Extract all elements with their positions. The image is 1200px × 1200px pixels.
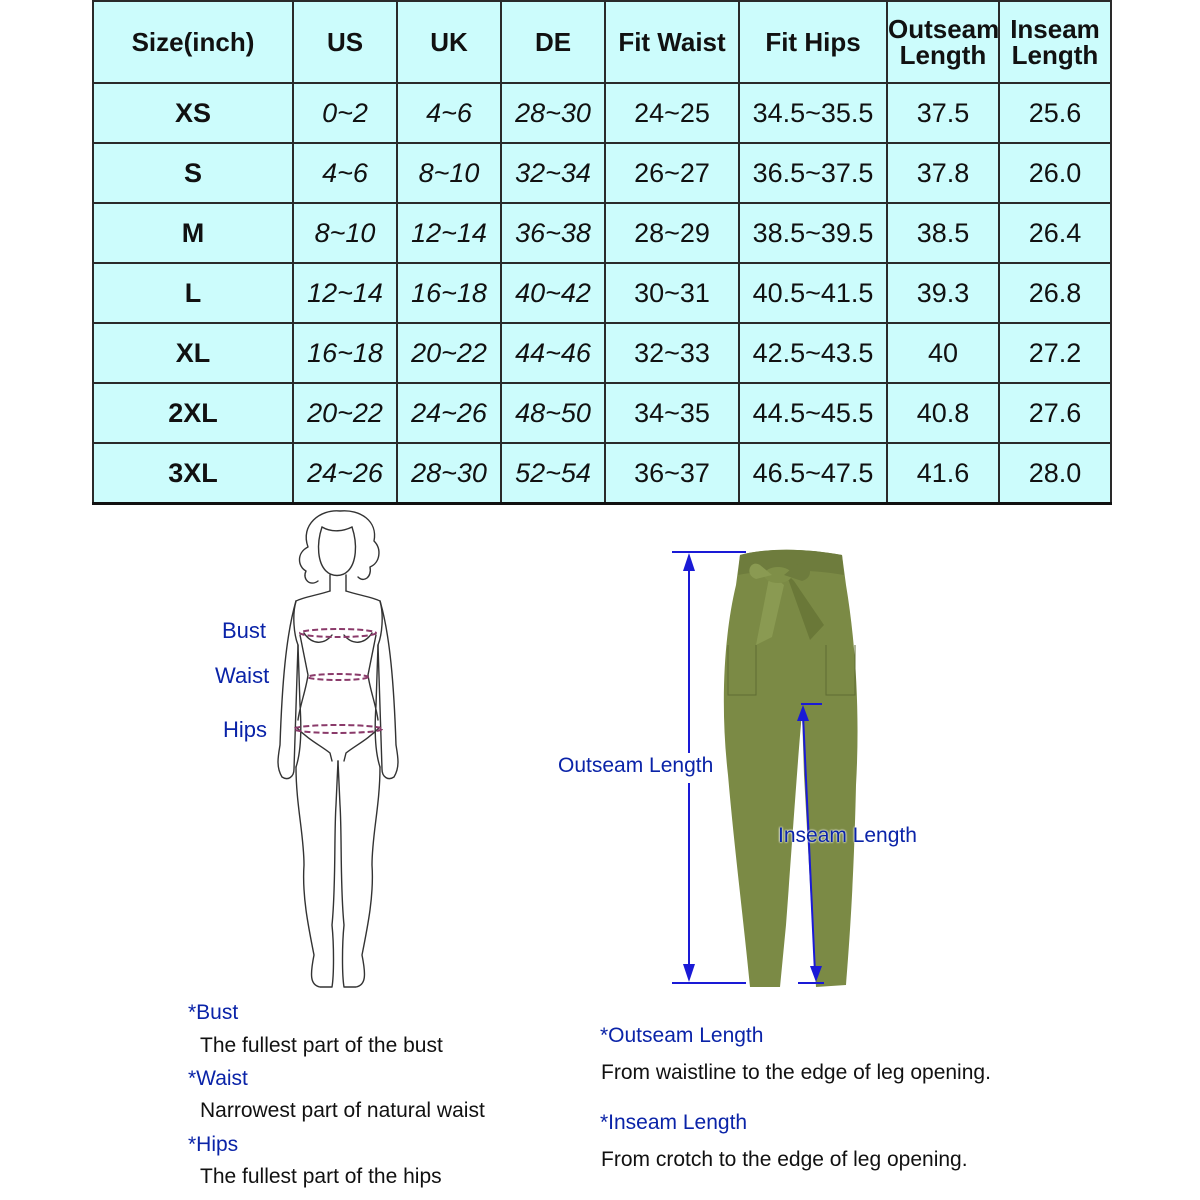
- cell-outseam: 39.3: [887, 263, 999, 323]
- table-row: [93, 83, 1111, 143]
- cell-us: 24~26: [293, 443, 397, 504]
- label-outseam-length: Outseam Length: [558, 754, 714, 777]
- cell-fit-hips: 34.5~35.5: [739, 83, 887, 143]
- cell-fit-hips: 46.5~47.5: [739, 443, 887, 504]
- cell-de: 40~42: [501, 263, 605, 323]
- definition-waist-text: Narrowest part of natural waist: [200, 1099, 485, 1122]
- cell-de: 32~34: [501, 143, 605, 203]
- label-hips: Hips: [223, 717, 268, 742]
- table-row: [93, 143, 1111, 203]
- header-fit-hips: Fit Hips: [739, 1, 887, 83]
- cell-fit-hips: 42.5~43.5: [739, 323, 887, 383]
- cell-inseam: 26.0: [999, 143, 1111, 203]
- cell-size: L: [93, 263, 293, 323]
- header-size: Size(inch): [93, 1, 293, 83]
- definition-bust-title: *Bust: [188, 1001, 239, 1024]
- cell-fit-waist: 28~29: [605, 203, 739, 263]
- cell-outseam: 37.5: [887, 83, 999, 143]
- definition-waist-title: *Waist: [188, 1067, 248, 1090]
- cell-inseam: 28.0: [999, 443, 1111, 504]
- cell-de: 44~46: [501, 323, 605, 383]
- cell-size: XS: [93, 83, 293, 143]
- cell-outseam: 38.5: [887, 203, 999, 263]
- cell-outseam: 41.6: [887, 443, 999, 504]
- size-chart-table: [92, 0, 1112, 505]
- definition-inseam-title: *Inseam Length: [600, 1111, 748, 1134]
- cell-size: XL: [93, 323, 293, 383]
- cell-fit-hips: 38.5~39.5: [739, 203, 887, 263]
- cell-fit-waist: 24~25: [605, 83, 739, 143]
- definition-outseam-text: From waistline to the edge of leg opening.: [601, 1061, 991, 1084]
- label-bust: Bust: [222, 618, 267, 643]
- cell-inseam: 27.2: [999, 323, 1111, 383]
- header-uk: UK: [397, 1, 501, 83]
- cell-fit-waist: 36~37: [605, 443, 739, 504]
- header-outseam-length: [887, 1, 999, 83]
- header-inseam-length: [999, 1, 1111, 83]
- cell-fit-hips: 40.5~41.5: [739, 263, 887, 323]
- cell-fit-waist: 32~33: [605, 323, 739, 383]
- cell-inseam: 26.4: [999, 203, 1111, 263]
- cell-fit-waist: 34~35: [605, 383, 739, 443]
- cell-size: 3XL: [93, 443, 293, 504]
- definition-inseam-text: From crotch to the edge of leg opening.: [601, 1148, 968, 1171]
- cell-outseam: 37.8: [887, 143, 999, 203]
- table-header-row: [93, 1, 1111, 83]
- cell-uk: 12~14: [397, 203, 501, 263]
- cell-fit-waist: 26~27: [605, 143, 739, 203]
- cell-de: 36~38: [501, 203, 605, 263]
- cell-fit-hips: 44.5~45.5: [739, 383, 887, 443]
- cell-outseam: 40: [887, 323, 999, 383]
- cell-inseam: 27.6: [999, 383, 1111, 443]
- cell-uk: 8~10: [397, 143, 501, 203]
- cell-uk: 16~18: [397, 263, 501, 323]
- label-waist: Waist: [215, 663, 270, 688]
- cell-fit-hips: 36.5~37.5: [739, 143, 887, 203]
- cell-us: 8~10: [293, 203, 397, 263]
- header-inseam-line2: Length: [1011, 40, 1099, 70]
- table-row: [93, 263, 1111, 323]
- cell-us: 16~18: [293, 323, 397, 383]
- cell-uk: 28~30: [397, 443, 501, 504]
- header-outseam-line2: Length: [899, 40, 987, 70]
- table-row: [93, 203, 1111, 263]
- header-fit-waist: Fit Waist: [605, 1, 739, 83]
- label-inseam-length: Inseam Length: [778, 824, 917, 847]
- header-outseam-line1: Outseam: [888, 14, 1000, 44]
- cell-us: 0~2: [293, 83, 397, 143]
- body-outline-illustration: [260, 505, 420, 1000]
- definition-hips-text: The fullest part of the hips: [200, 1165, 442, 1188]
- header-us: US: [293, 1, 397, 83]
- header-inseam-line1: Inseam: [1010, 14, 1100, 44]
- header-de: DE: [501, 1, 605, 83]
- cell-size: S: [93, 143, 293, 203]
- cell-uk: 4~6: [397, 83, 501, 143]
- definition-bust-text: The fullest part of the bust: [200, 1034, 443, 1057]
- cell-us: 20~22: [293, 383, 397, 443]
- table-row: [93, 323, 1111, 383]
- definition-outseam-title: *Outseam Length: [600, 1024, 764, 1047]
- cell-size: 2XL: [93, 383, 293, 443]
- table-row: [93, 383, 1111, 443]
- cell-size: M: [93, 203, 293, 263]
- cell-de: 48~50: [501, 383, 605, 443]
- cell-inseam: 25.6: [999, 83, 1111, 143]
- cell-outseam: 40.8: [887, 383, 999, 443]
- cell-uk: 20~22: [397, 323, 501, 383]
- cell-fit-waist: 30~31: [605, 263, 739, 323]
- cell-us: 4~6: [293, 143, 397, 203]
- cell-inseam: 26.8: [999, 263, 1111, 323]
- table-row: [93, 443, 1111, 504]
- cell-de: 28~30: [501, 83, 605, 143]
- cell-us: 12~14: [293, 263, 397, 323]
- pants-shape: [724, 550, 858, 987]
- definition-hips-title: *Hips: [188, 1133, 239, 1156]
- cell-de: 52~54: [501, 443, 605, 504]
- cell-uk: 24~26: [397, 383, 501, 443]
